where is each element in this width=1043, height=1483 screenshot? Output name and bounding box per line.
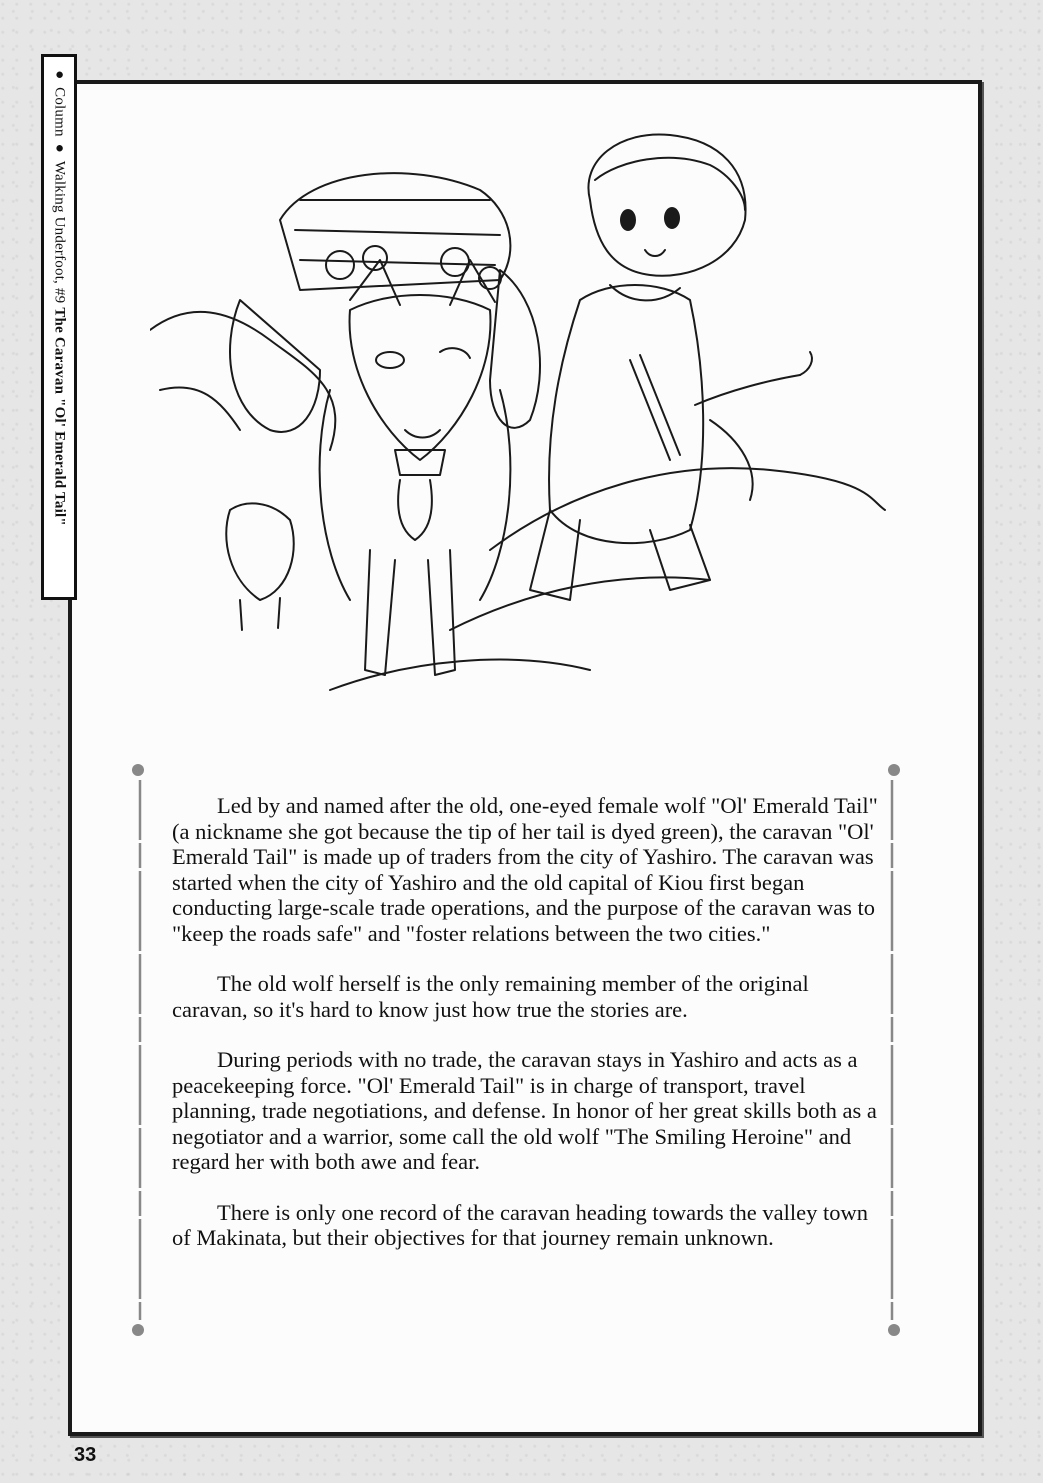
column-title: The Caravan "Ol' Emerald Tail" — [51, 307, 68, 526]
paragraph: Led by and named after the old, one-eyed female wolf "Ol' Emerald Tail" (a nickname she got because the tip of her tail is dyed green), the caravan "Ol' Emerald Tail" is made up of traders from the city of Yashiro. The caravan was started when the city of Yashiro and the old capital of Kiou first began conducting large-scale trade operations, and the purpose of the caravan was to "keep the roads safe" and "foster relations between the two cities." — [172, 793, 878, 946]
series-label: Walking Underfoot, #9 — [51, 160, 68, 304]
column-label: Column — [51, 87, 68, 137]
wolf-and-child-illustration — [150, 130, 890, 730]
paragraph: There is only one record of the caravan heading towards the valley town of Makinata, but their objectives for that journey remain unknown. — [172, 1199, 869, 1250]
bullet-icon: ● — [51, 67, 68, 84]
column-side-tab — [41, 54, 77, 600]
side-tab-text — [51, 67, 68, 526]
article-body — [172, 793, 882, 1276]
bullet-icon: ● — [51, 140, 68, 157]
page-number: 33 — [74, 1444, 97, 1466]
paragraph: The old wolf herself is the only remaining member of the original caravan, so it's hard to know just how true the stories are. — [172, 971, 809, 1022]
paragraph: During periods with no trade, the caravan stays in Yashiro and acts as a peacekeeping force. "Ol' Emerald Tail" is in charge of transport, travel planning, trade negotiations, and defense. In honor of her great skills both as a negotiator and a warrior, some call the old wolf "The Smiling Heroine" and regard her with both awe and fear. — [172, 1047, 877, 1174]
